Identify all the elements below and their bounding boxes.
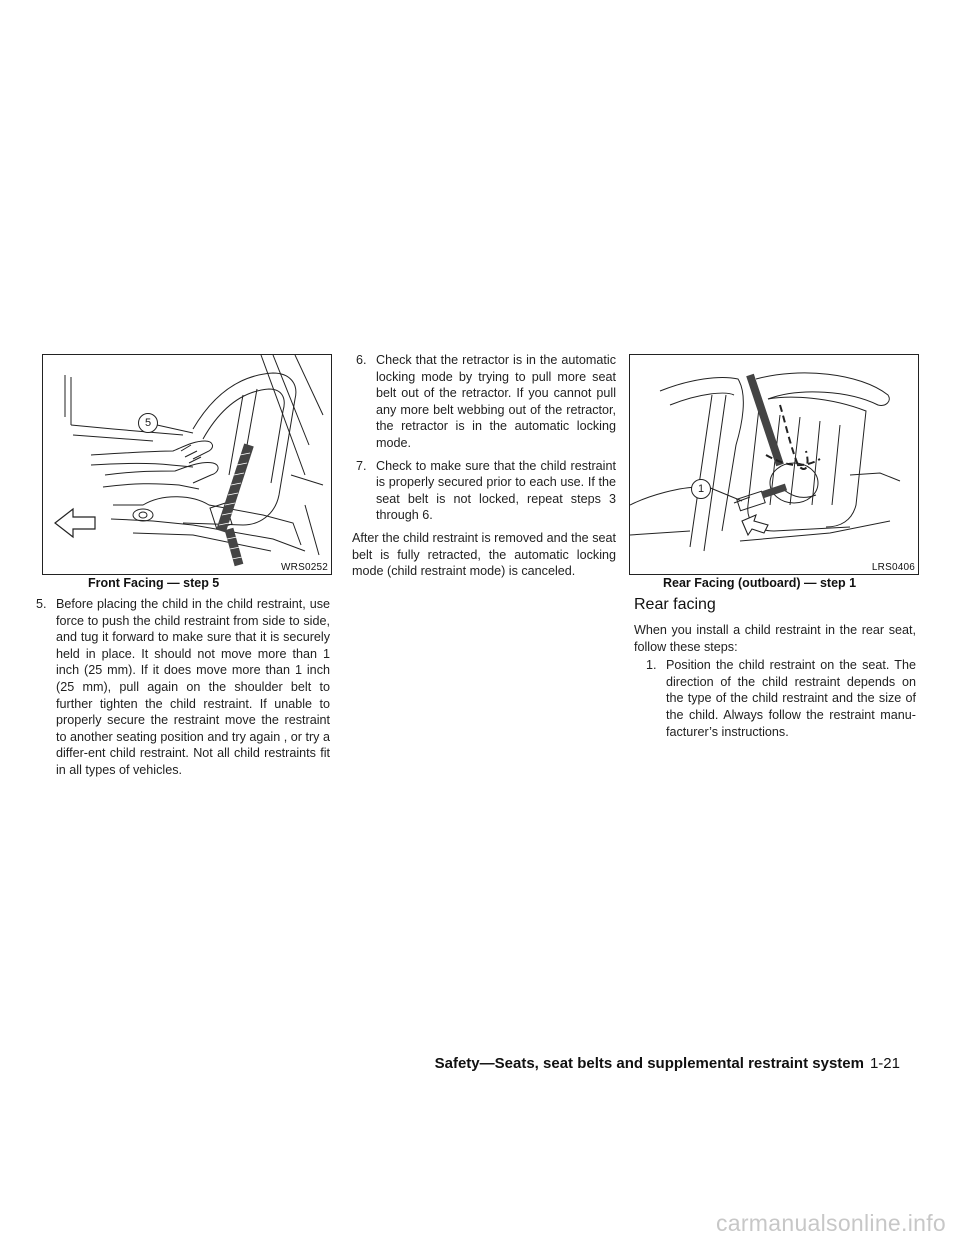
step-text: Before placing the child in the child restraint, use force to push the child restraint from side to side, and tug it forward to make sure that it is securely held in place. It should not move more than 1 inch (25 mm). If it does move more than 1 inch (25 mm), pull again on the shoulder belt to further tighten the child restraint. If unable to properly secure the restraint move the restraint to another seating position and try again , or try a differ-ent child restraint. Not all child restraints fit in all types of vehicles.: [56, 597, 330, 777]
step-number: 1.: [646, 658, 657, 673]
step-number: 5.: [36, 597, 47, 611]
step-number: 7.: [356, 458, 367, 473]
section-heading: Rear facing: [634, 596, 716, 613]
step-text: Position the child restraint on the seat. The direction of the child restraint depends on the type of the child restraint and the size of the child. Always follow the restraint manu-facturer’s instructions.: [666, 658, 916, 739]
push-arrow-icon: [742, 515, 768, 535]
column-3: [634, 622, 916, 740]
step-6: [352, 352, 616, 452]
figure-callout: 1: [691, 479, 711, 499]
figure-code: WRS0252: [281, 562, 328, 573]
footer-section-title: Safety—Seats, seat belts and supplemental restraint system: [434, 1055, 864, 1072]
figure-caption: Rear Facing (outboard) — step 1: [663, 576, 857, 590]
column-2: [352, 352, 616, 580]
intro-paragraph: When you install a child restraint in the rear seat, follow these steps:: [634, 623, 916, 654]
step-number: 6.: [356, 353, 367, 367]
step-text: Check to make sure that the child restraint is properly secured prior to each use. If the seat belt is not locked, repeat steps 3 through 6.: [376, 458, 616, 523]
figure-front-facing: [42, 354, 332, 575]
step-1: [634, 657, 916, 740]
column-1: [36, 596, 330, 779]
page-number: 1-21: [869, 1055, 900, 1072]
step-text: Check that the retractor is in the automatic locking mode by trying to pull more seat belt out of the retractor. If you cannot pull any more belt webbing out of the retractor, the retractor is in the automatic locking mode.: [376, 353, 616, 450]
rear-facing-illustration: [630, 355, 918, 574]
figure-callout: 5: [138, 413, 158, 433]
watermark: carmanualsonline.info: [715, 1210, 946, 1236]
step-7: [352, 458, 616, 524]
figure-caption: Front Facing — step 5: [88, 576, 220, 590]
front-facing-illustration: [43, 355, 331, 574]
figure-rear-facing: [629, 354, 919, 575]
page-footer: [390, 1055, 900, 1073]
figure-code: LRS0406: [871, 562, 915, 573]
arrow-left-icon: [55, 509, 95, 537]
step-5: [36, 596, 330, 779]
paragraph: After the child restraint is removed and the seat belt is fully retracted, the automatic locking mode (child restraint mode) is canceled.: [352, 530, 616, 579]
